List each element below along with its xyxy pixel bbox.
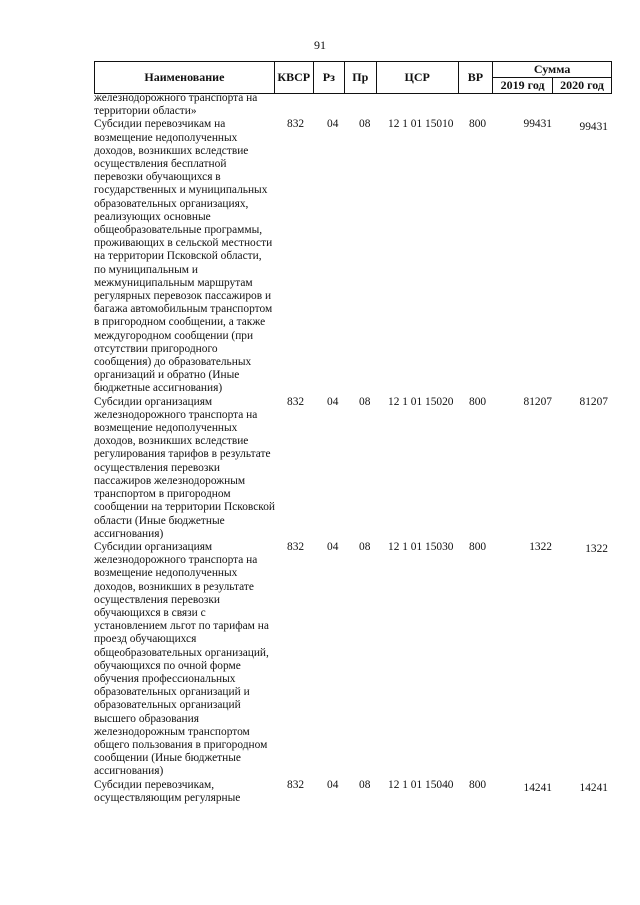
row-vr: 800 <box>469 540 487 553</box>
row-kvsr: 832 <box>287 395 305 408</box>
row-sum-2019: 1322 <box>529 540 552 553</box>
row-sum-2020: 14241 <box>579 781 608 794</box>
row-rz: 04 <box>327 395 339 408</box>
row-kvsr: 832 <box>287 118 305 131</box>
row-pr: 08 <box>359 778 371 791</box>
row-sum-2020: 99431 <box>579 121 608 134</box>
header-vr: ВР <box>458 62 492 94</box>
row-vr: 800 <box>469 778 487 791</box>
table-row-continuation <box>94 92 624 118</box>
row-vr: 800 <box>469 118 487 131</box>
header-2020: 2020 год <box>553 78 612 94</box>
row-pr: 08 <box>359 540 371 553</box>
row-csr: 12 1 01 15010 <box>388 118 454 131</box>
row-vr: 800 <box>469 395 487 408</box>
row-kvsr: 832 <box>287 540 305 553</box>
row-csr: 12 1 01 15020 <box>388 395 454 408</box>
row-rz: 04 <box>327 118 339 131</box>
row-sum-2019: 99431 <box>523 118 552 131</box>
row-kvsr: 832 <box>287 778 305 791</box>
row-name: Субсидии организациям железнодорожного транспорта на возмещение недополученных доходов, возникших вследствие регулирования тарифов в результате осуществления перевозки пассажиров железнодорожным транспортом в пригородном сообщении на территории Псковской области (Иные бюджетные ассигнования) <box>94 395 276 540</box>
row-csr: 12 1 01 15030 <box>388 540 454 553</box>
row-sum-2019: 81207 <box>523 395 552 408</box>
row-sum-2019: 14241 <box>523 781 552 794</box>
table-row <box>94 118 624 395</box>
table-row <box>94 396 624 541</box>
row-name: железнодорожного транспорта на территории области» <box>94 92 258 118</box>
row-sum-2020: 81207 <box>579 395 608 408</box>
header-kvsr: КВСР <box>274 62 313 94</box>
header-pr: Пр <box>345 62 377 94</box>
header-sum: Сумма <box>493 62 612 78</box>
header-name: Наименование <box>95 62 275 94</box>
row-rz: 04 <box>327 540 339 553</box>
header-csr: ЦСР <box>376 62 458 94</box>
row-name: Субсидии перевозчикам на возмещение недополученных доходов, возникших вследствие осуществления бесплатной перевозки обучающихся в государственных и муниципальных образовательных организациях, реализующих основные общеобразовательные программы, проживающих в сельской местности на территории Псковской области, по муниципальным и межмуниципальным маршрутам регулярных перевозок пассажиров и багажа автомобильным транспортом в пригородном сообщении, а также междугородном сообщении (при отсутствии пригородного сообщения) до образовательных организаций и обратно (Иные бюджетные ассигнования) <box>94 118 273 395</box>
row-pr: 08 <box>359 118 371 131</box>
row-rz: 04 <box>327 778 339 791</box>
row-name: Субсидии перевозчикам, осуществляющим регулярные <box>94 778 241 804</box>
row-pr: 08 <box>359 395 371 408</box>
table-header <box>94 61 612 94</box>
header-rz: Рз <box>313 62 344 94</box>
header-2019: 2019 год <box>493 78 553 94</box>
page-number: 91 <box>314 38 326 52</box>
row-sum-2020: 1322 <box>585 542 608 555</box>
row-csr: 12 1 01 15040 <box>388 778 454 791</box>
row-name: Субсидии организациям железнодорожного транспорта на возмещение недополученных доходов, возникших в результате осуществления перевозки обучающихся в связи с установлением льгот по тарифам на проезд обучающихся общеобразовательных организаций, обучающихся по очной форме обучения профессиональных образовательных организаций и образовательных организаций высшего образования железнодорожным транспортом общего пользования в пригородном сообщении (Иные бюджетные ассигнования) <box>94 540 269 778</box>
table-row <box>94 779 624 805</box>
table-body <box>94 92 624 805</box>
table-row <box>94 541 624 779</box>
